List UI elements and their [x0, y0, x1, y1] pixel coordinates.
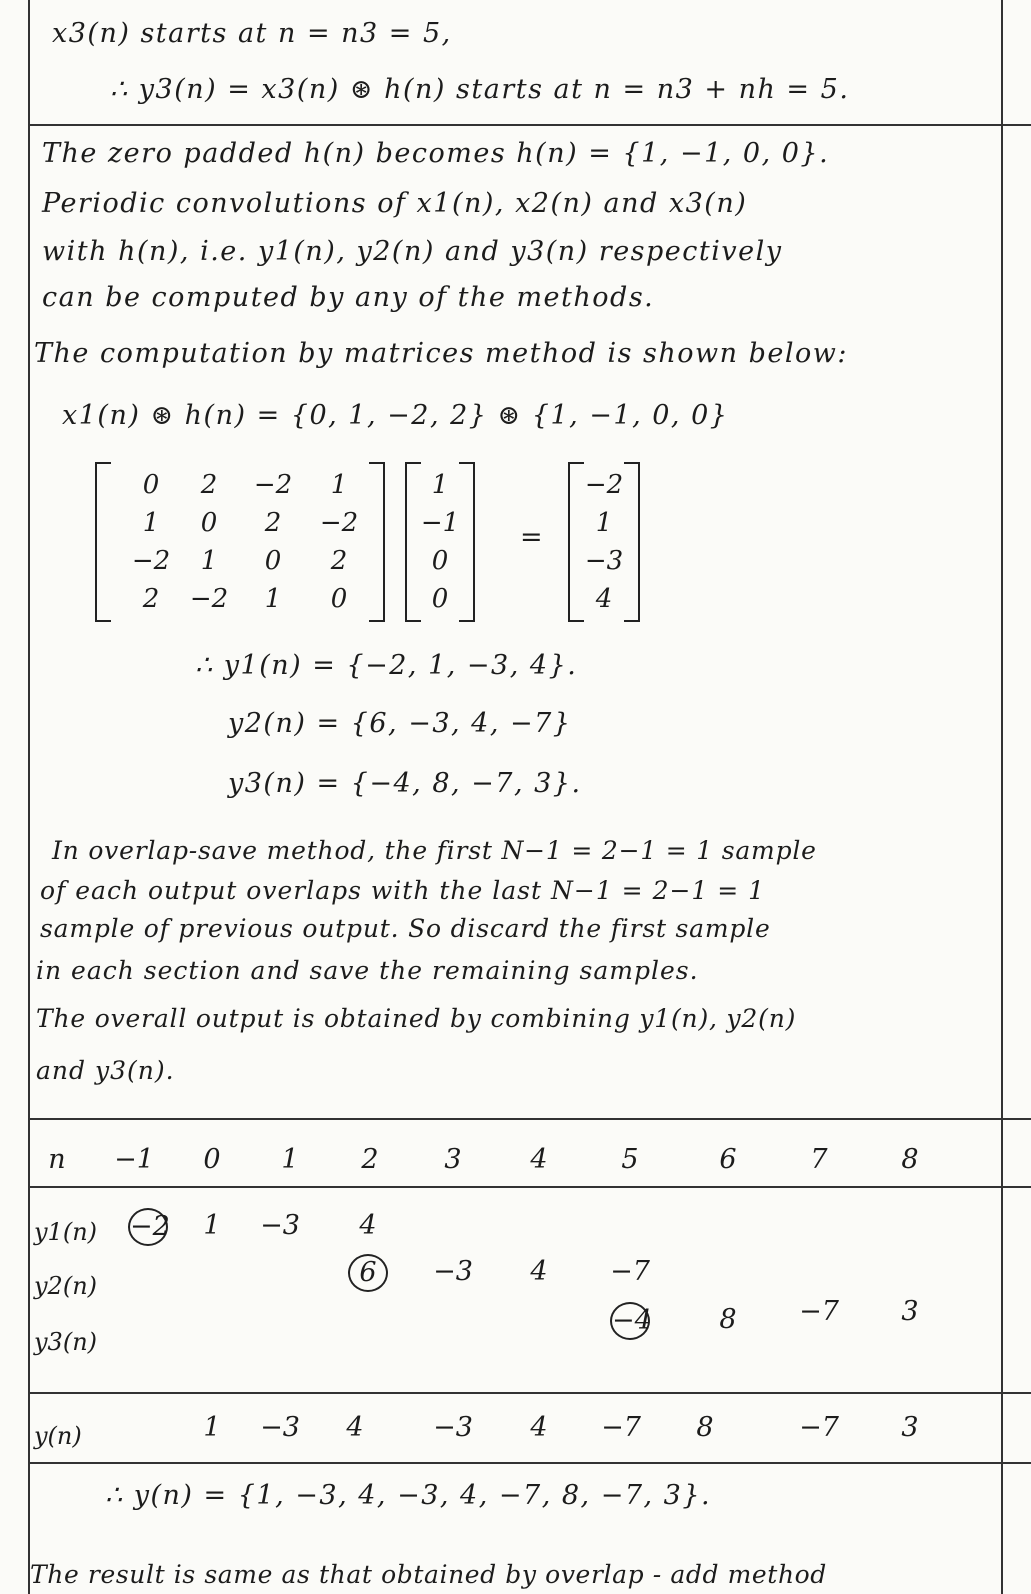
equals-sign: =: [520, 522, 545, 553]
y2-value: −3: [433, 1256, 473, 1287]
convolution-equation: x1(n) ⊛ h(n) = {0, 1, −2, 2} ⊛ {1, −1, 0, 0}: [62, 400, 729, 431]
discarded-sample: −2: [128, 1208, 168, 1246]
intro-line-2: ∴ y3(n) = x3(n) ⊛ h(n) starts at n = n3 + nh = 5.: [110, 74, 850, 105]
result-cell: −2: [584, 470, 624, 500]
result-vector: [568, 462, 640, 622]
para1-line-2: Periodic convolutions of x1(n), x2(n) and x3(n): [42, 188, 748, 219]
matrix-cell: 2: [142, 584, 160, 614]
matrix-cell: 1: [142, 508, 160, 538]
table-header-line: [28, 1186, 1031, 1188]
matrix-cell: 1: [264, 584, 282, 614]
para2-line-5: The overall output is obtained by combining y1(n), y2(n): [36, 1004, 797, 1033]
circulant-matrix: [95, 462, 385, 622]
para2-line-3: sample of previous output. So discard the first sample: [40, 914, 771, 943]
y2-value: −7: [610, 1256, 650, 1287]
vector-cell: 1: [431, 470, 449, 500]
y3-value: 3: [901, 1296, 919, 1327]
left-margin-line: [28, 0, 30, 1594]
row-label-y: y(n): [34, 1422, 82, 1450]
y-value: 4: [530, 1412, 548, 1443]
n-value: 3: [444, 1144, 462, 1175]
y-value: −3: [433, 1412, 473, 1443]
matrix-cell: 1: [330, 470, 348, 500]
matrix-right-bracket: [369, 462, 385, 622]
result-cell: −3: [584, 546, 624, 576]
h-vector: [405, 462, 475, 622]
table-bottom-line: [28, 1462, 1031, 1464]
para2-line-6: and y3(n).: [36, 1056, 175, 1085]
y1-value: 1: [203, 1210, 221, 1241]
y1-result: ∴ y1(n) = {−2, 1, −3, 4}.: [195, 650, 578, 681]
table-top-line: [28, 1118, 1031, 1120]
para1-line-3: with h(n), i.e. y1(n), y2(n) and y3(n) respectively: [42, 236, 783, 267]
divider-1: [28, 124, 1031, 126]
y2-result: y2(n) = {6, −3, 4, −7}: [228, 708, 572, 739]
result-cell: 1: [595, 508, 613, 538]
matrix-cell: −2: [189, 584, 229, 614]
n-value: 7: [810, 1144, 828, 1175]
row-label-y2: y2(n): [34, 1272, 98, 1300]
para1-line-4: can be computed by any of the methods.: [42, 282, 655, 313]
vector-cell: −1: [420, 508, 460, 538]
y-value: −7: [601, 1412, 641, 1443]
n-value: 8: [901, 1144, 919, 1175]
para2-line-1: In overlap-save method, the first N−1 = 2−1 = 1 sample: [52, 836, 817, 865]
matrix-cell: 1: [200, 546, 218, 576]
n-value: −1: [114, 1144, 154, 1175]
matrix-cell: 0: [264, 546, 282, 576]
matrix-cell: 0: [330, 584, 348, 614]
para2-line-4: in each section and save the remaining samples.: [36, 956, 699, 985]
y-value: −3: [260, 1412, 300, 1443]
y-value: 4: [346, 1412, 364, 1443]
matrix-cell: −2: [253, 470, 293, 500]
y-value: −7: [799, 1412, 839, 1443]
discarded-sample: −4: [610, 1302, 650, 1340]
matrix-cell: 2: [330, 546, 348, 576]
para2-line-2: of each output overlaps with the last N−1 = 2−1 = 1: [40, 876, 766, 905]
matrix-cell: 2: [264, 508, 282, 538]
y2-value: 4: [530, 1256, 548, 1287]
n-value: 1: [281, 1144, 299, 1175]
y3-result: y3(n) = {−4, 8, −7, 3}.: [228, 768, 582, 799]
n-value: 4: [530, 1144, 548, 1175]
final-result: ∴ y(n) = {1, −3, 4, −3, 4, −7, 8, −7, 3}.: [105, 1480, 712, 1511]
y-value: 1: [203, 1412, 221, 1443]
matrix-cell: −2: [131, 546, 171, 576]
result-cell: 4: [595, 584, 613, 614]
n-value: 6: [719, 1144, 737, 1175]
para1-line-5: The computation by matrices method is shown below:: [34, 338, 848, 369]
vector-cell: 0: [431, 584, 449, 614]
y1-value: −3: [260, 1210, 300, 1241]
matrix-cell: 0: [142, 470, 160, 500]
vector-cell: 0: [431, 546, 449, 576]
matrix-cell: −2: [319, 508, 359, 538]
y3-value: −7: [799, 1296, 839, 1327]
n-value: 5: [621, 1144, 639, 1175]
matrix-cell: 0: [200, 508, 218, 538]
matrix-left-bracket: [95, 462, 111, 622]
table-header-n: n: [48, 1144, 66, 1175]
matrix-cell: 2: [200, 470, 218, 500]
row-label-y3: y3(n): [34, 1328, 98, 1356]
n-value: 0: [203, 1144, 221, 1175]
table-y-line: [28, 1392, 1031, 1394]
para1-line-1: The zero padded h(n) becomes h(n) = {1, −1, 0, 0}.: [42, 138, 830, 169]
n-value: 2: [361, 1144, 379, 1175]
discarded-sample: 6: [348, 1254, 388, 1292]
y-value: 3: [901, 1412, 919, 1443]
y-value: 8: [696, 1412, 714, 1443]
final-remark: The result is same as that obtained by overlap - add method: [30, 1560, 827, 1589]
row-label-y1: y1(n): [34, 1218, 98, 1246]
right-margin-line: [1001, 0, 1003, 1594]
intro-line-1: x3(n) starts at n = n3 = 5,: [52, 18, 452, 49]
y1-value: 4: [359, 1210, 377, 1241]
y3-value: 8: [719, 1304, 737, 1335]
